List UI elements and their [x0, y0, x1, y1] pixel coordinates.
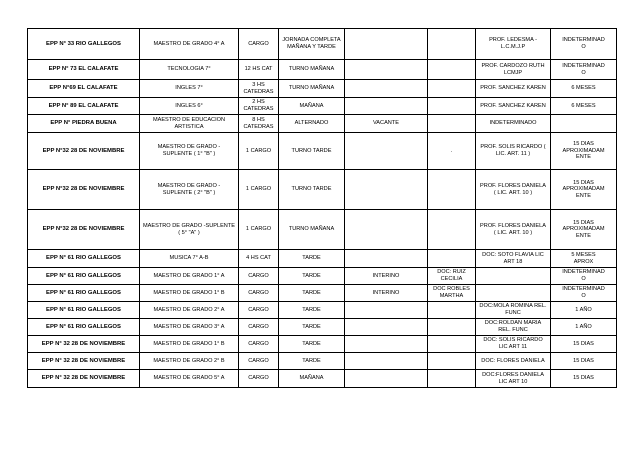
teacher-cell — [428, 353, 476, 370]
position-cell: MAESTRO DE GRADO - SUPLENTE ( 1° "B" ) — [140, 133, 239, 170]
position-cell: MAESTRO DE GRADO 1° A — [140, 268, 239, 285]
type-cell: 4 HS CAT — [239, 250, 279, 268]
teacher-cell — [428, 29, 476, 60]
status-cell — [345, 29, 428, 60]
holder-cell: PROF. SANCHEZ KAREN — [476, 98, 551, 115]
table-row — [28, 285, 617, 302]
status-cell: INTERINO — [345, 285, 428, 302]
status-cell: VACANTE — [345, 115, 428, 133]
duration-cell: INDETERMINAD O — [551, 268, 617, 285]
holder-cell: PROF. SANCHEZ KAREN — [476, 80, 551, 98]
status-cell — [345, 353, 428, 370]
school-cell: EPP N°32 28 DE NOVIEMBRE — [28, 210, 140, 250]
shift-cell: TARDE — [279, 336, 345, 353]
position-cell: MAESTRO DE GRADO 4° A — [140, 29, 239, 60]
status-cell — [345, 60, 428, 80]
table-row — [28, 370, 617, 388]
teacher-cell — [428, 60, 476, 80]
position-cell: MAESTRO DE GRADO -SUPLENTE ( 5° "A" ) — [140, 210, 239, 250]
status-cell — [345, 210, 428, 250]
type-cell: 2 HS CATEDRAS — [239, 98, 279, 115]
teacher-cell — [428, 250, 476, 268]
position-cell: MAESTRO DE GRADO - SUPLENTE ( 2° "B" ) — [140, 170, 239, 210]
holder-cell: PROF. LEDESMA - L.C.M.J.P — [476, 29, 551, 60]
duration-cell: 15 DIAS — [551, 353, 617, 370]
school-cell: EPP N°69 EL CALAFATE — [28, 80, 140, 98]
type-cell: CARGO — [239, 285, 279, 302]
table-row — [28, 115, 617, 133]
teacher-cell — [428, 370, 476, 388]
holder-cell: DOC:FLORES DANIELA LIC ART 10 — [476, 370, 551, 388]
duration-cell: INDETERMINAD O — [551, 60, 617, 80]
status-cell — [345, 250, 428, 268]
duration-cell: 15 DIAS APROXIMADAM ENTE — [551, 170, 617, 210]
duration-cell: INDETERMINAD O — [551, 29, 617, 60]
shift-cell: TARDE — [279, 302, 345, 319]
status-cell — [345, 80, 428, 98]
status-cell — [345, 302, 428, 319]
school-cell: EPP N° 61 RIO GALLEGOS — [28, 285, 140, 302]
status-cell: INTERINO — [345, 268, 428, 285]
position-cell: MAESTRO DE GRADO 2° A — [140, 302, 239, 319]
school-cell: EPP N° PIEDRA BUENA — [28, 115, 140, 133]
shift-cell: TARDE — [279, 285, 345, 302]
holder-cell: DOC: SOTO FLAVIA LIC ART 18 — [476, 250, 551, 268]
table-row — [28, 250, 617, 268]
shift-cell: MAÑANA — [279, 370, 345, 388]
shift-cell: TURNO MAÑANA — [279, 210, 345, 250]
position-cell: MAESTRO DE GRADO 1° B — [140, 336, 239, 353]
duration-cell: 6 MESES — [551, 98, 617, 115]
status-cell — [345, 133, 428, 170]
school-cell: EPP N° 32 28 DE NOVIEMBRE — [28, 370, 140, 388]
shift-cell: TARDE — [279, 319, 345, 336]
type-cell: 1 CARGO — [239, 133, 279, 170]
duration-cell: 15 DIAS — [551, 336, 617, 353]
duration-cell: 15 DIAS APROXIMADAM ENTE — [551, 133, 617, 170]
status-cell — [345, 98, 428, 115]
table-row — [28, 170, 617, 210]
status-cell — [345, 370, 428, 388]
shift-cell: TURNO TARDE — [279, 133, 345, 170]
duration-cell — [551, 115, 617, 133]
type-cell: CARGO — [239, 353, 279, 370]
status-cell — [345, 170, 428, 210]
school-cell: EPP N°32 28 DE NOVIEMBRE — [28, 133, 140, 170]
holder-cell: DOC:ROLDAN MARIA REL. FUNC — [476, 319, 551, 336]
holder-cell: DOC:MOLA ROMINA REL. FUNC — [476, 302, 551, 319]
holder-cell: PROF. FLORES DANIELA ( LIC. ART. 10 ) — [476, 170, 551, 210]
table-row — [28, 268, 617, 285]
position-cell: MAESTRO DE GRADO 5° A — [140, 370, 239, 388]
shift-cell: TARDE — [279, 250, 345, 268]
table-row — [28, 60, 617, 80]
type-cell: 3 HS CATEDRAS — [239, 80, 279, 98]
position-cell: INGLES 7° — [140, 80, 239, 98]
teacher-cell — [428, 319, 476, 336]
school-cell: EPP N°32 28 DE NOVIEMBRE — [28, 170, 140, 210]
teacher-cell: DOC ROBLES MARTHA — [428, 285, 476, 302]
type-cell: CARGO — [239, 370, 279, 388]
type-cell: CARGO — [239, 302, 279, 319]
type-cell: CARGO — [239, 319, 279, 336]
table-row — [28, 29, 617, 60]
shift-cell: TARDE — [279, 268, 345, 285]
vacancy-table — [27, 28, 617, 388]
type-cell: 1 CARGO — [239, 210, 279, 250]
duration-cell: 1 AÑO — [551, 302, 617, 319]
teacher-cell — [428, 115, 476, 133]
holder-cell: DOC: SOLIS RICARDO LIC ART 11 — [476, 336, 551, 353]
holder-cell: INDETERMINADO — [476, 115, 551, 133]
table-row — [28, 336, 617, 353]
teacher-cell — [428, 170, 476, 210]
school-cell: EPP N° 33 RIO GALLEGOS — [28, 29, 140, 60]
type-cell: 8 HS CATEDRAS — [239, 115, 279, 133]
position-cell: TECNOLOGIA 7° — [140, 60, 239, 80]
school-cell: EPP N° 89 EL CALAFATE — [28, 98, 140, 115]
type-cell: 12 HS CAT — [239, 60, 279, 80]
position-cell: MAESTRO DE GRADO 3° A — [140, 319, 239, 336]
shift-cell: MAÑANA — [279, 98, 345, 115]
school-cell: EPP N° 61 RIO GALLEGOS — [28, 250, 140, 268]
position-cell: MAESTRO DE GRADO 2° B — [140, 353, 239, 370]
table-row — [28, 353, 617, 370]
type-cell: CARGO — [239, 268, 279, 285]
table-row — [28, 80, 617, 98]
teacher-cell — [428, 210, 476, 250]
position-cell: INGLES 6° — [140, 98, 239, 115]
holder-cell: PROF. SOLIS RICARDO ( LIC. ART. 11 ) — [476, 133, 551, 170]
teacher-cell — [428, 302, 476, 319]
holder-cell — [476, 268, 551, 285]
holder-cell: PROF. CARDOZO RUTH LCMJP — [476, 60, 551, 80]
duration-cell: 15 DIAS — [551, 370, 617, 388]
table-row — [28, 319, 617, 336]
shift-cell: TARDE — [279, 353, 345, 370]
table-row — [28, 210, 617, 250]
status-cell — [345, 336, 428, 353]
school-cell: EPP N° 61 RIO GALLEGOS — [28, 302, 140, 319]
school-cell: EPP N° 61 RIO GALLEGOS — [28, 268, 140, 285]
duration-cell: 15 DIAS APROXIMADAM ENTE — [551, 210, 617, 250]
school-cell: EPP N° 32 28 DE NOVIEMBRE — [28, 336, 140, 353]
duration-cell: 5 MESES APROX — [551, 250, 617, 268]
position-cell: MAESTRO DE EDUCACION ARTISTICA — [140, 115, 239, 133]
teacher-cell: . — [428, 133, 476, 170]
duration-cell: INDETERMINAD O — [551, 285, 617, 302]
shift-cell: TURNO MAÑANA — [279, 60, 345, 80]
duration-cell: 1 AÑO — [551, 319, 617, 336]
type-cell: CARGO — [239, 29, 279, 60]
type-cell: 1 CARGO — [239, 170, 279, 210]
holder-cell: DOC: FLORES DANIELA — [476, 353, 551, 370]
teacher-cell — [428, 98, 476, 115]
vacancy-table-body — [28, 29, 617, 388]
holder-cell: PROF. FLORES DANIELA ( LIC. ART. 10 ) — [476, 210, 551, 250]
type-cell: CARGO — [239, 336, 279, 353]
holder-cell — [476, 285, 551, 302]
school-cell: EPP N° 32 28 DE NOVIEMBRE — [28, 353, 140, 370]
shift-cell: TURNO TARDE — [279, 170, 345, 210]
school-cell: EPP N° 61 RIO GALLEGOS — [28, 319, 140, 336]
shift-cell: JORNADA COMPLETA MAÑANA Y TARDE — [279, 29, 345, 60]
position-cell: MAESTRO DE GRADO 1° B — [140, 285, 239, 302]
status-cell — [345, 319, 428, 336]
duration-cell: 6 MESES — [551, 80, 617, 98]
shift-cell: ALTERNADO — [279, 115, 345, 133]
school-cell: EPP N° 73 EL CALAFATE — [28, 60, 140, 80]
table-row — [28, 98, 617, 115]
teacher-cell — [428, 336, 476, 353]
teacher-cell: DOC: RUIZ CECILIA — [428, 268, 476, 285]
position-cell: MUSICA 7° A-B — [140, 250, 239, 268]
teacher-cell — [428, 80, 476, 98]
table-row — [28, 133, 617, 170]
shift-cell: TURNO MAÑANA — [279, 80, 345, 98]
table-row — [28, 302, 617, 319]
